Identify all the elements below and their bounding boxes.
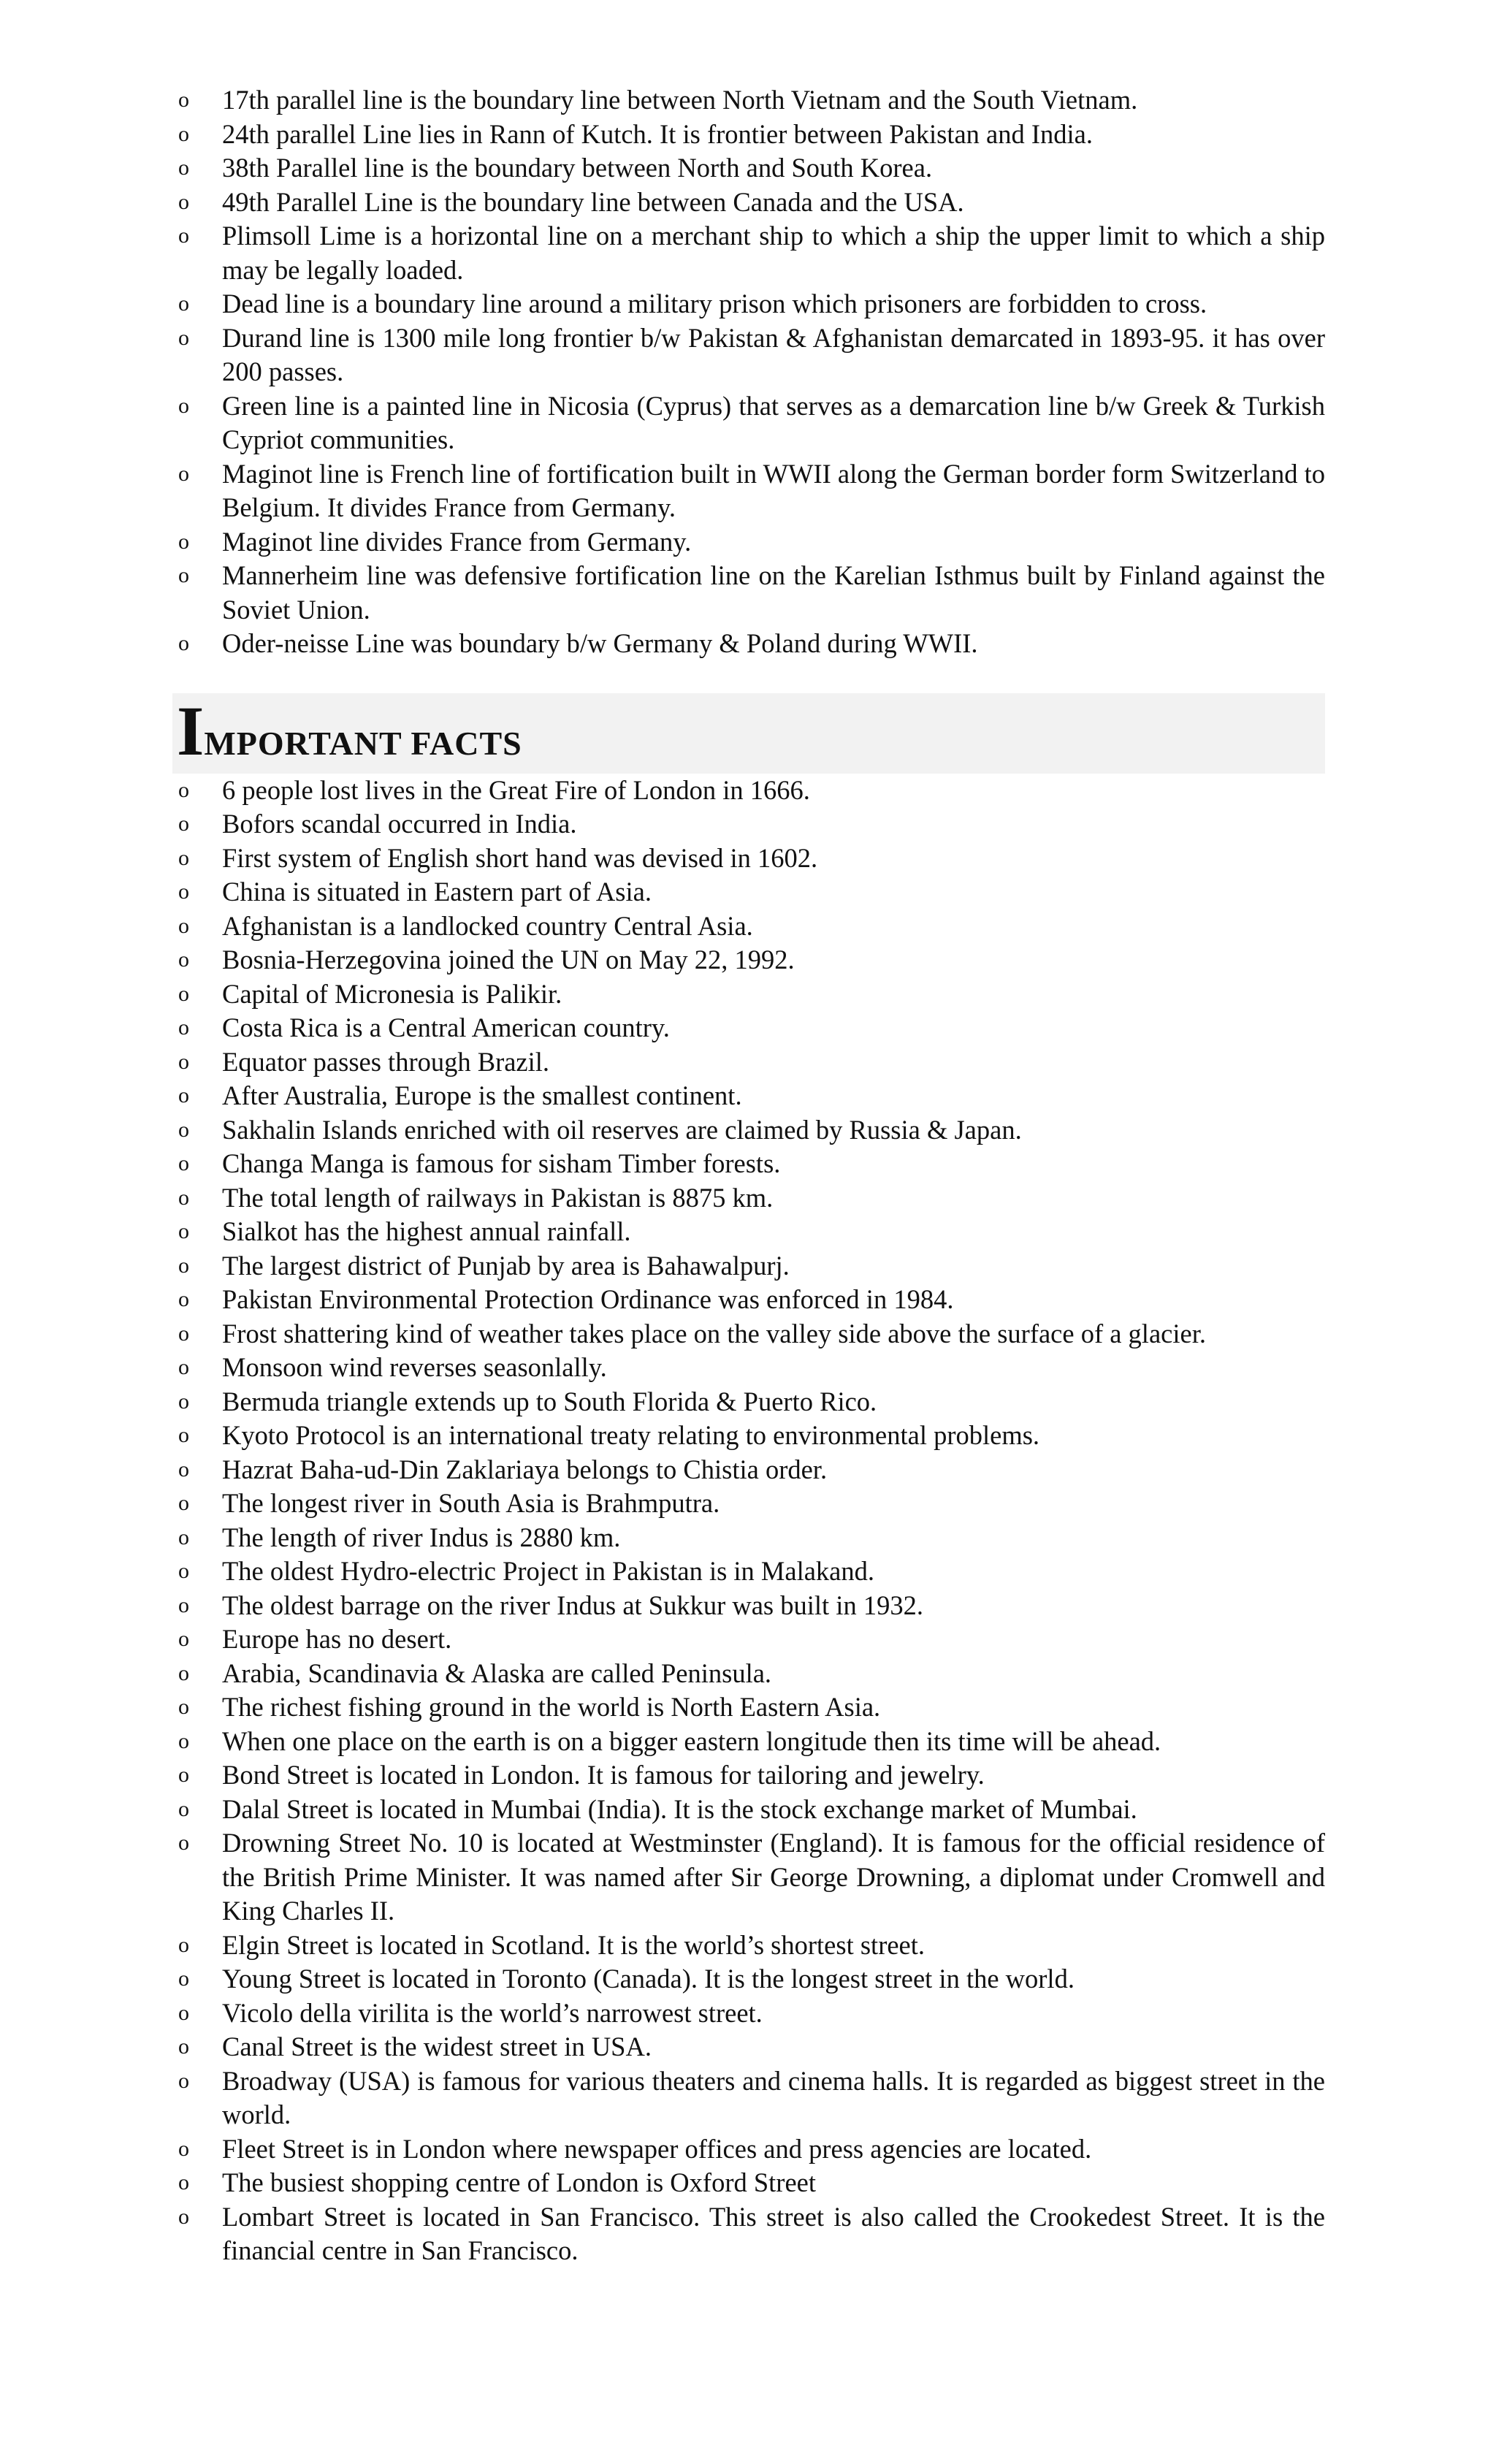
bullet-marker: o <box>178 1491 189 1515</box>
bullet-marker: o <box>178 1728 189 1753</box>
list-item <box>172 909 1325 944</box>
bullet-marker: o <box>178 2000 189 2025</box>
list-item-text: The total length of railways in Pakistan is 8875 km. <box>222 1182 774 1213</box>
list-item <box>172 321 1325 389</box>
bullet-marker: o <box>178 529 189 554</box>
bullet-marker: o <box>178 1763 189 1787</box>
list-item <box>172 1521 1325 1555</box>
list-item <box>172 1622 1325 1657</box>
list-item <box>172 1351 1325 1385</box>
list-item-text: The richest fishing ground in the world is North Eastern Asia. <box>222 1692 881 1722</box>
list-item-text: Pakistan Environmental Protection Ordinance was enforced in 1984. <box>222 1284 954 1314</box>
list-item <box>172 627 1325 661</box>
list-item-text: Plimsoll Lime is a horizontal line on a merchant ship to which a ship the upper limit to which a ship may be legally loaded. <box>222 221 1325 285</box>
list-item-text: Young Street is located in Toronto (Canada). It is the longest street in the world. <box>222 1964 1075 1994</box>
list-item-text: Frost shattering kind of weather takes place on the valley side above the surface of a glacier. <box>222 1318 1206 1349</box>
list-item <box>172 1589 1325 1623</box>
bullet-marker: o <box>178 947 189 972</box>
list-item-text: Vicolo della virilita is the world’s narrowest street. <box>222 1997 763 2028</box>
bullet-marker: o <box>178 1049 189 1074</box>
list-item-text: Kyoto Protocol is an international treaty relating to environmental problems. <box>222 1420 1040 1450</box>
list-item-text: Oder-neisse Line was boundary b/w Germany & Poland during WWII. <box>222 628 978 658</box>
bullet-marker: o <box>178 880 189 904</box>
list-item-text: Bofors scandal occurred in India. <box>222 809 577 839</box>
list-item-text: The longest river in South Asia is Brahmputra. <box>222 1488 720 1518</box>
bullet-marker: o <box>178 2170 189 2194</box>
list-item <box>172 83 1325 118</box>
bullet-marker: o <box>178 2204 189 2229</box>
bullet-marker: o <box>178 1219 189 1243</box>
bullet-marker: o <box>178 1559 189 1583</box>
bullet-marker: o <box>178 1932 189 1957</box>
list-item-text: Lombart Street is located in San Francisco. This street is also called the Crookedest Street. It is the financial centre in San Francisco. <box>222 2201 1325 2265</box>
bullet-marker: o <box>178 1796 189 1821</box>
bullet-marker: o <box>178 1525 189 1549</box>
bullet-marker: o <box>178 563 189 587</box>
list-item-text: 24th parallel Line lies in Rann of Kutch. It is frontier between Pakistan and India. <box>222 118 1094 149</box>
list-item <box>172 1283 1325 1317</box>
bullet-marker: o <box>178 1389 189 1414</box>
list-item <box>172 2132 1325 2167</box>
bullet-marker: o <box>178 1151 189 1175</box>
list-item-text: Fleet Street is in London where newspaper offices and press agencies are located. <box>222 2133 1092 2164</box>
list-item-text: Arabia, Scandinavia & Alaska are called Peninsula. <box>222 1658 772 1688</box>
list-item <box>172 1147 1325 1181</box>
list-item-text: Afghanistan is a landlocked country Central Asia. <box>222 910 753 941</box>
list-item <box>172 1962 1325 1996</box>
bullet-marker: o <box>178 325 189 350</box>
bullet-marker: o <box>178 1083 189 1107</box>
list-item <box>172 1113 1325 1148</box>
list-item <box>172 2200 1325 2268</box>
list-item <box>172 943 1325 977</box>
list-item-text: Bermuda triangle extends up to South Florida & Puerto Rico. <box>222 1386 877 1416</box>
bullet-marker: o <box>178 2136 189 2161</box>
list-item-text: Maginot line divides France from Germany. <box>222 526 692 557</box>
bullet-marker: o <box>178 189 189 214</box>
bullet-marker: o <box>178 2068 189 2093</box>
list-item <box>172 1657 1325 1691</box>
list-item <box>172 151 1325 186</box>
list-item <box>172 1317 1325 1351</box>
list-item-text: Mannerheim line was defensive fortification line on the Karelian Isthmus built by Finland against the Soviet Union. <box>222 560 1325 625</box>
list-item <box>172 2166 1325 2200</box>
list-item-text: The busiest shopping centre of London is Oxford Street <box>222 2167 816 2197</box>
list-item-text: Capital of Micronesia is Palikir. <box>222 978 562 1009</box>
list-item-text: Dalal Street is located in Mumbai (India). It is the stock exchange market of Mumbai. <box>222 1793 1137 1824</box>
bullet-marker: o <box>178 1695 189 1719</box>
list-item-text: Drowning Street No. 10 is located at Westminster (England). It is famous for the official residence of the British Prime Minister. It was named after Sir George Drowning, a diplomat under Cromwell and King Charles II. <box>222 1828 1325 1926</box>
list-item-text: 6 people lost lives in the Great Fire of London in 1666. <box>222 774 810 805</box>
list-item <box>172 1249 1325 1284</box>
list-item <box>172 1419 1325 1453</box>
list-item <box>172 287 1325 321</box>
list-item-text: China is situated in Eastern part of Asia. <box>222 877 652 907</box>
bullet-marker: o <box>178 461 189 486</box>
list-item-text: 17th parallel line is the boundary line between North Vietnam and the South Vietnam. <box>222 85 1138 115</box>
heading-rest: MPORTANT FACTS <box>204 724 522 762</box>
list-item <box>172 1826 1325 1929</box>
bullet-marker: o <box>178 981 189 1006</box>
list-item <box>172 1725 1325 1759</box>
bullet-marker: o <box>178 1627 189 1651</box>
list-item <box>172 807 1325 842</box>
list-item <box>172 1793 1325 1827</box>
list-item <box>172 525 1325 560</box>
heading-initial: I <box>177 691 205 770</box>
list-item <box>172 1045 1325 1080</box>
list-item-text: Bond Street is located in London. It is famous for tailoring and jewelry. <box>222 1760 985 1790</box>
section-heading-text <box>177 691 522 770</box>
list-item <box>172 1079 1325 1113</box>
list-item <box>172 774 1325 808</box>
bullet-marker: o <box>178 121 189 146</box>
list-item-text: The length of river Indus is 2880 km. <box>222 1522 621 1552</box>
bullet-marker: o <box>178 631 189 655</box>
list-item-text: The largest district of Punjab by area is Bahawalpurj. <box>222 1250 790 1281</box>
list-item-text: When one place on the earth is on a bigger eastern longitude then its time will be ahead. <box>222 1725 1161 1756</box>
list-item <box>172 186 1325 220</box>
list-item <box>172 2030 1325 2064</box>
list-item <box>172 1453 1325 1487</box>
list-item <box>172 1215 1325 1249</box>
lines-list <box>172 83 1325 661</box>
list-item <box>172 875 1325 909</box>
bullet-marker: o <box>178 1117 189 1142</box>
list-item-text: Europe has no desert. <box>222 1624 452 1654</box>
list-item-text: First system of English short hand was devised in 1602. <box>222 842 818 873</box>
list-item-text: Elgin Street is located in Scotland. It is the world’s shortest street. <box>222 1929 926 1960</box>
bullet-marker: o <box>178 156 189 180</box>
document-page <box>172 83 1325 2268</box>
bullet-marker: o <box>178 393 189 418</box>
list-item-text: Equator passes through Brazil. <box>222 1046 550 1077</box>
list-item <box>172 559 1325 627</box>
bullet-marker: o <box>178 812 189 836</box>
list-item-text: The oldest barrage on the river Indus at Sukkur was built in 1932. <box>222 1590 923 1620</box>
list-item-text: Bosnia-Herzegovina joined the UN on May 22, 1992. <box>222 945 795 974</box>
bullet-marker: o <box>178 1015 189 1040</box>
bullet-marker: o <box>178 1831 189 1855</box>
bullet-marker: o <box>178 913 189 938</box>
bullet-marker: o <box>178 845 189 870</box>
bullet-marker: o <box>178 224 189 248</box>
list-item-text: After Australia, Europe is the smallest continent. <box>222 1080 742 1110</box>
list-item <box>172 1487 1325 1521</box>
bullet-marker: o <box>178 1593 189 1617</box>
list-item <box>172 1996 1325 2031</box>
list-item <box>172 1929 1325 1963</box>
list-item-text: Changa Manga is famous for sisham Timber forests. <box>222 1148 781 1178</box>
list-item-text: Broadway (USA) is famous for various theaters and cinema halls. It is regarded as biggest street in the world. <box>222 2065 1325 2129</box>
list-item <box>172 389 1325 457</box>
bullet-marker: o <box>178 1660 189 1685</box>
bullet-marker: o <box>178 1355 189 1379</box>
list-item <box>172 1181 1325 1216</box>
list-item-text: Green line is a painted line in Nicosia (Cyprus) that serves as a demarcation line b/w Greek & Turkish Cypriot communities. <box>222 390 1325 454</box>
bullet-marker: o <box>178 291 189 316</box>
list-item-text: Sakhalin Islands enriched with oil reserves are claimed by Russia & Japan. <box>222 1114 1022 1145</box>
list-item <box>172 1011 1325 1045</box>
list-item-text: 49th Parallel Line is the boundary line between Canada and the USA. <box>222 186 964 217</box>
list-item-text: Hazrat Baha-ud-Din Zaklariaya belongs to Chistia order. <box>222 1454 828 1484</box>
bullet-marker: o <box>178 2034 189 2059</box>
list-item <box>172 2064 1325 2132</box>
list-item-text: Sialkot has the highest annual rainfall. <box>222 1216 631 1246</box>
bullet-marker: o <box>178 1253 189 1278</box>
list-item-text: 38th Parallel line is the boundary between North and South Korea. <box>222 153 933 183</box>
list-item <box>172 1690 1325 1725</box>
bullet-marker: o <box>178 777 189 802</box>
bullet-marker: o <box>178 1185 189 1210</box>
list-item-text: The oldest Hydro-electric Project in Pakistan is in Malakand. <box>222 1556 875 1586</box>
list-item <box>172 457 1325 525</box>
bullet-marker: o <box>178 1321 189 1346</box>
list-item-text: Dead line is a boundary line around a military prison which prisoners are forbidden to cross. <box>222 289 1207 319</box>
list-item-text: Costa Rica is a Central American country. <box>222 1012 670 1042</box>
bullet-marker: o <box>178 88 189 112</box>
list-item-text: Durand line is 1300 mile long frontier b/w Pakistan & Afghanistan demarcated in 1893-95. it has over 200 passes. <box>222 322 1325 386</box>
list-item <box>172 219 1325 287</box>
bullet-marker: o <box>178 1967 189 1991</box>
list-item-text: Monsoon wind reverses seasonlally. <box>222 1352 607 1382</box>
bullet-marker: o <box>178 1287 189 1311</box>
list-item <box>172 842 1325 876</box>
list-item <box>172 1385 1325 1419</box>
section-heading <box>172 693 1325 774</box>
bullet-marker: o <box>178 1457 189 1481</box>
facts-list <box>172 774 1325 2268</box>
list-item <box>172 1555 1325 1589</box>
list-item-text: Canal Street is the widest street in USA. <box>222 2032 652 2061</box>
list-item <box>172 1758 1325 1793</box>
list-item-text: Maginot line is French line of fortification built in WWII along the German border form Switzerland to Belgium. It divides France from Germany. <box>222 458 1325 522</box>
list-item <box>172 118 1325 152</box>
list-item <box>172 977 1325 1012</box>
bullet-marker: o <box>178 1423 189 1447</box>
